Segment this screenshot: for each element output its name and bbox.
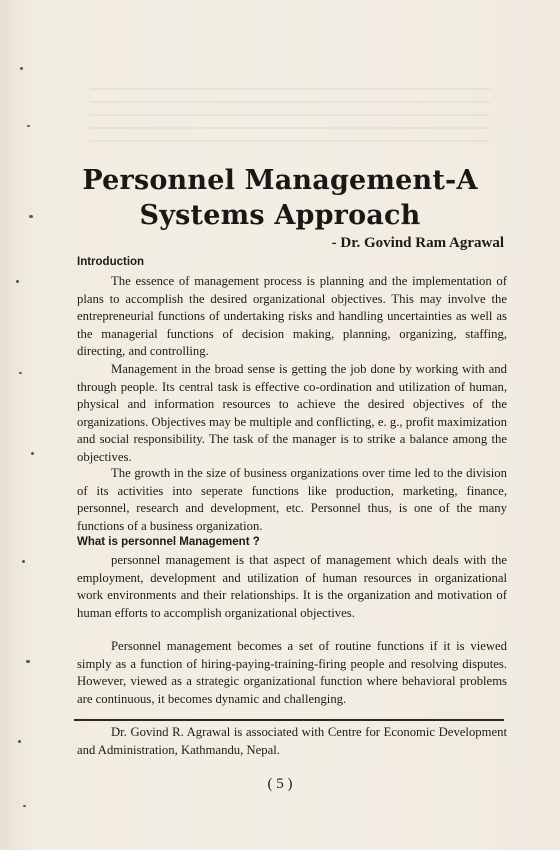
body-paragraph: Personnel management becomes a set of routine functions if it is viewed simply as a function of hiring-paying-training-firing people and resolving disputes. However, viewed as a strategic organizational function where behavioral problems are continuous, it becomes dynamic and challenging.: [77, 639, 507, 706]
footnote: Dr. Govind R. Agrawal is associated with Centre for Economic Development and Administration, Kathmandu, Nepal.: [77, 725, 507, 757]
footnote-rule: [74, 719, 504, 721]
section-heading: What is personnel Management ?: [77, 536, 260, 548]
margin-speck: [23, 805, 26, 807]
margin-speck: [19, 372, 22, 374]
margin-speck: [31, 452, 34, 455]
author-byline: - Dr. Govind Ram Agrawal: [331, 235, 504, 251]
title-line-2: Systems Approach: [139, 200, 421, 231]
introduction-heading: Introduction: [77, 256, 145, 268]
page-number: ( 5 ): [267, 776, 293, 792]
title-line-1: Personnel Management-A: [82, 165, 478, 196]
margin-speck: [26, 660, 30, 663]
body-paragraph: The essence of management process is planning and the implementation of plans to accomplish the desired organizational objectives. This may involve the entrepreneurial functions of undertaking risks and handling uncertainties as well as the managerial functions of decision making, planning, organizing, staffing, directing, and controlling.: [77, 274, 507, 359]
margin-speck: [18, 740, 21, 743]
body-paragraph: Management in the broad sense is getting the job done by working with and through people. Its central task is effective co-ordination and utilization of human, physical and information resources to achieve the desired objectives of the organizations. Objectives may be multiple and conflicting, e. g., profit maximization and social responsibility. The task of the manager is to strike a balance among the objectives.: [77, 362, 507, 464]
margin-speck: [16, 280, 19, 283]
body-paragraph: personnel management is that aspect of management which deals with the employment, development and utilization of human resources in organizational work environments and their relationships. It is the organization and motivation of human efforts to accomplish organizational objectives.: [77, 553, 507, 620]
margin-speck: [22, 560, 25, 563]
margin-speck: [20, 67, 23, 70]
bleed-through-text: [90, 88, 490, 148]
margin-speck: [27, 125, 30, 127]
body-paragraph: The growth in the size of business organizations over time led to the division of its activities into seperate functions like production, marketing, finance, personnel, research and development, etc. Personnel thus, is one of the many functions of a business organization.: [77, 466, 507, 533]
